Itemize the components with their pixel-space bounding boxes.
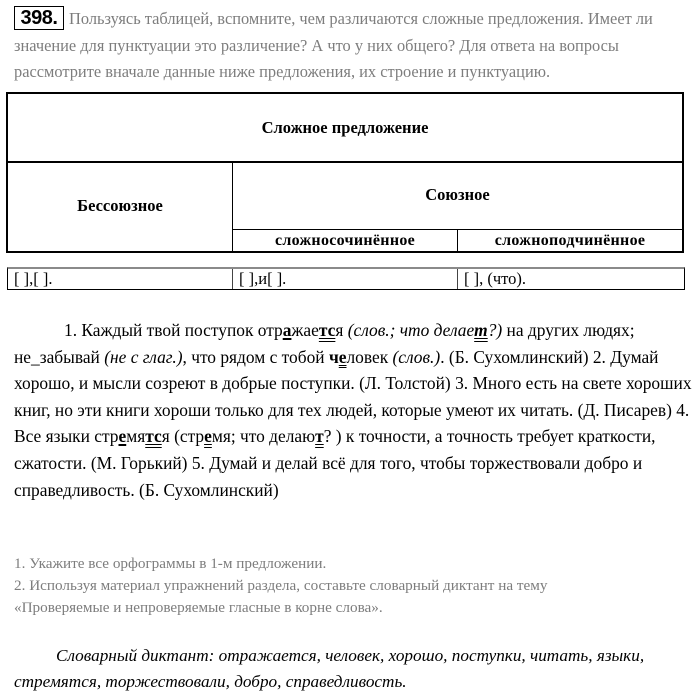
sub-compound: сложносочинённое: [274, 232, 416, 249]
task-intro: Пользуясь таблицей, вспомните, чем различаются сложные предложения. Имеет ли значение для пунктуации это различение? А что у них общего? Для ответа на вопросы рассмотрите вначале данные ниже предложения, их строение и пунктуацию.: [14, 9, 653, 81]
table-title: Сложное предложение: [261, 117, 429, 137]
orthogram: ч: [328, 346, 339, 367]
orthogram: е: [338, 346, 347, 367]
scheme-asyndetic: [ ],[ ].: [14, 269, 53, 288]
note: (слов.; что делае: [347, 320, 475, 340]
sub-compound-cell: [233, 231, 457, 251]
text: Каждый твой поступок отр: [81, 320, 283, 340]
orthogram: е: [118, 426, 127, 447]
text: жае: [291, 320, 319, 340]
header-conjunctive-cell: [233, 161, 682, 229]
question-1: 1. Укажите все орфограммы в 1-м предложении.: [14, 555, 327, 572]
note: (слов.): [392, 346, 441, 367]
text: 4. Все языки стр: [14, 399, 690, 447]
orthogram: тс: [318, 320, 336, 340]
text: ловек: [346, 346, 393, 367]
orthogram: т: [474, 320, 488, 340]
orthogram: е: [204, 426, 212, 447]
sub-complex: сложноподчинённое: [494, 232, 646, 249]
orthogram: тс: [145, 426, 162, 447]
scheme-complex: [ ], (что).: [464, 269, 527, 288]
text: ? ) к точности, а точность требует краткости, сжатости. (М. Горький): [14, 426, 656, 473]
task-number: 398.: [14, 6, 64, 30]
header-asyndetic: Бессоюзное: [77, 196, 163, 215]
sentence-types-table: [6, 92, 684, 253]
sentence-3: 3. Много есть на свете хороших книг, но эти книги хороши только для тех людей, которые умеют их читать. (Д. Писарев): [14, 373, 692, 420]
header-conjunctive: Союзное: [425, 185, 490, 204]
header-asyndetic-cell: [8, 161, 232, 251]
sentence-number: 1.: [64, 320, 82, 340]
question-2: 2. Используя материал упражнений раздела, составьте словарный диктант на тему: [14, 577, 548, 594]
example-sentences: [14, 317, 694, 503]
sentence-5: 5. Думай и делай всё для того, чтобы торжествовали добро и справедливость. (Б. Сухомлинский): [14, 452, 643, 500]
sub-complex-cell: [458, 231, 682, 251]
scheme-compound: [ ],и[ ].: [239, 269, 287, 288]
schemes-table: [7, 267, 685, 290]
text: мя; что делаю: [211, 426, 316, 447]
orthogram: а: [282, 320, 292, 340]
orthogram: т: [315, 426, 324, 447]
text: , что рядом с тобой: [182, 346, 329, 367]
table-title-cell: [8, 94, 682, 163]
dictation: Словарный диктант: отражается, человек, хорошо, поступки, читать, языки, стремятся, торжествовали, добро, справедливость.: [14, 646, 645, 691]
text: на других людях; не_забывай: [14, 320, 635, 367]
sentence-2: 2. Думай хорошо, и мысли созреют в добрые поступки. (Л. Толстой): [14, 346, 659, 394]
text: я: [335, 320, 348, 340]
note: ?): [487, 320, 503, 340]
text: . (Б. Сухомлинский): [440, 346, 593, 367]
question-2-topic: «Проверяемые и непроверяемые гласные в корне слова».: [14, 599, 383, 616]
text: я (стр: [161, 426, 205, 447]
text: мя: [126, 426, 146, 447]
note: (не с глаг.): [104, 346, 183, 367]
